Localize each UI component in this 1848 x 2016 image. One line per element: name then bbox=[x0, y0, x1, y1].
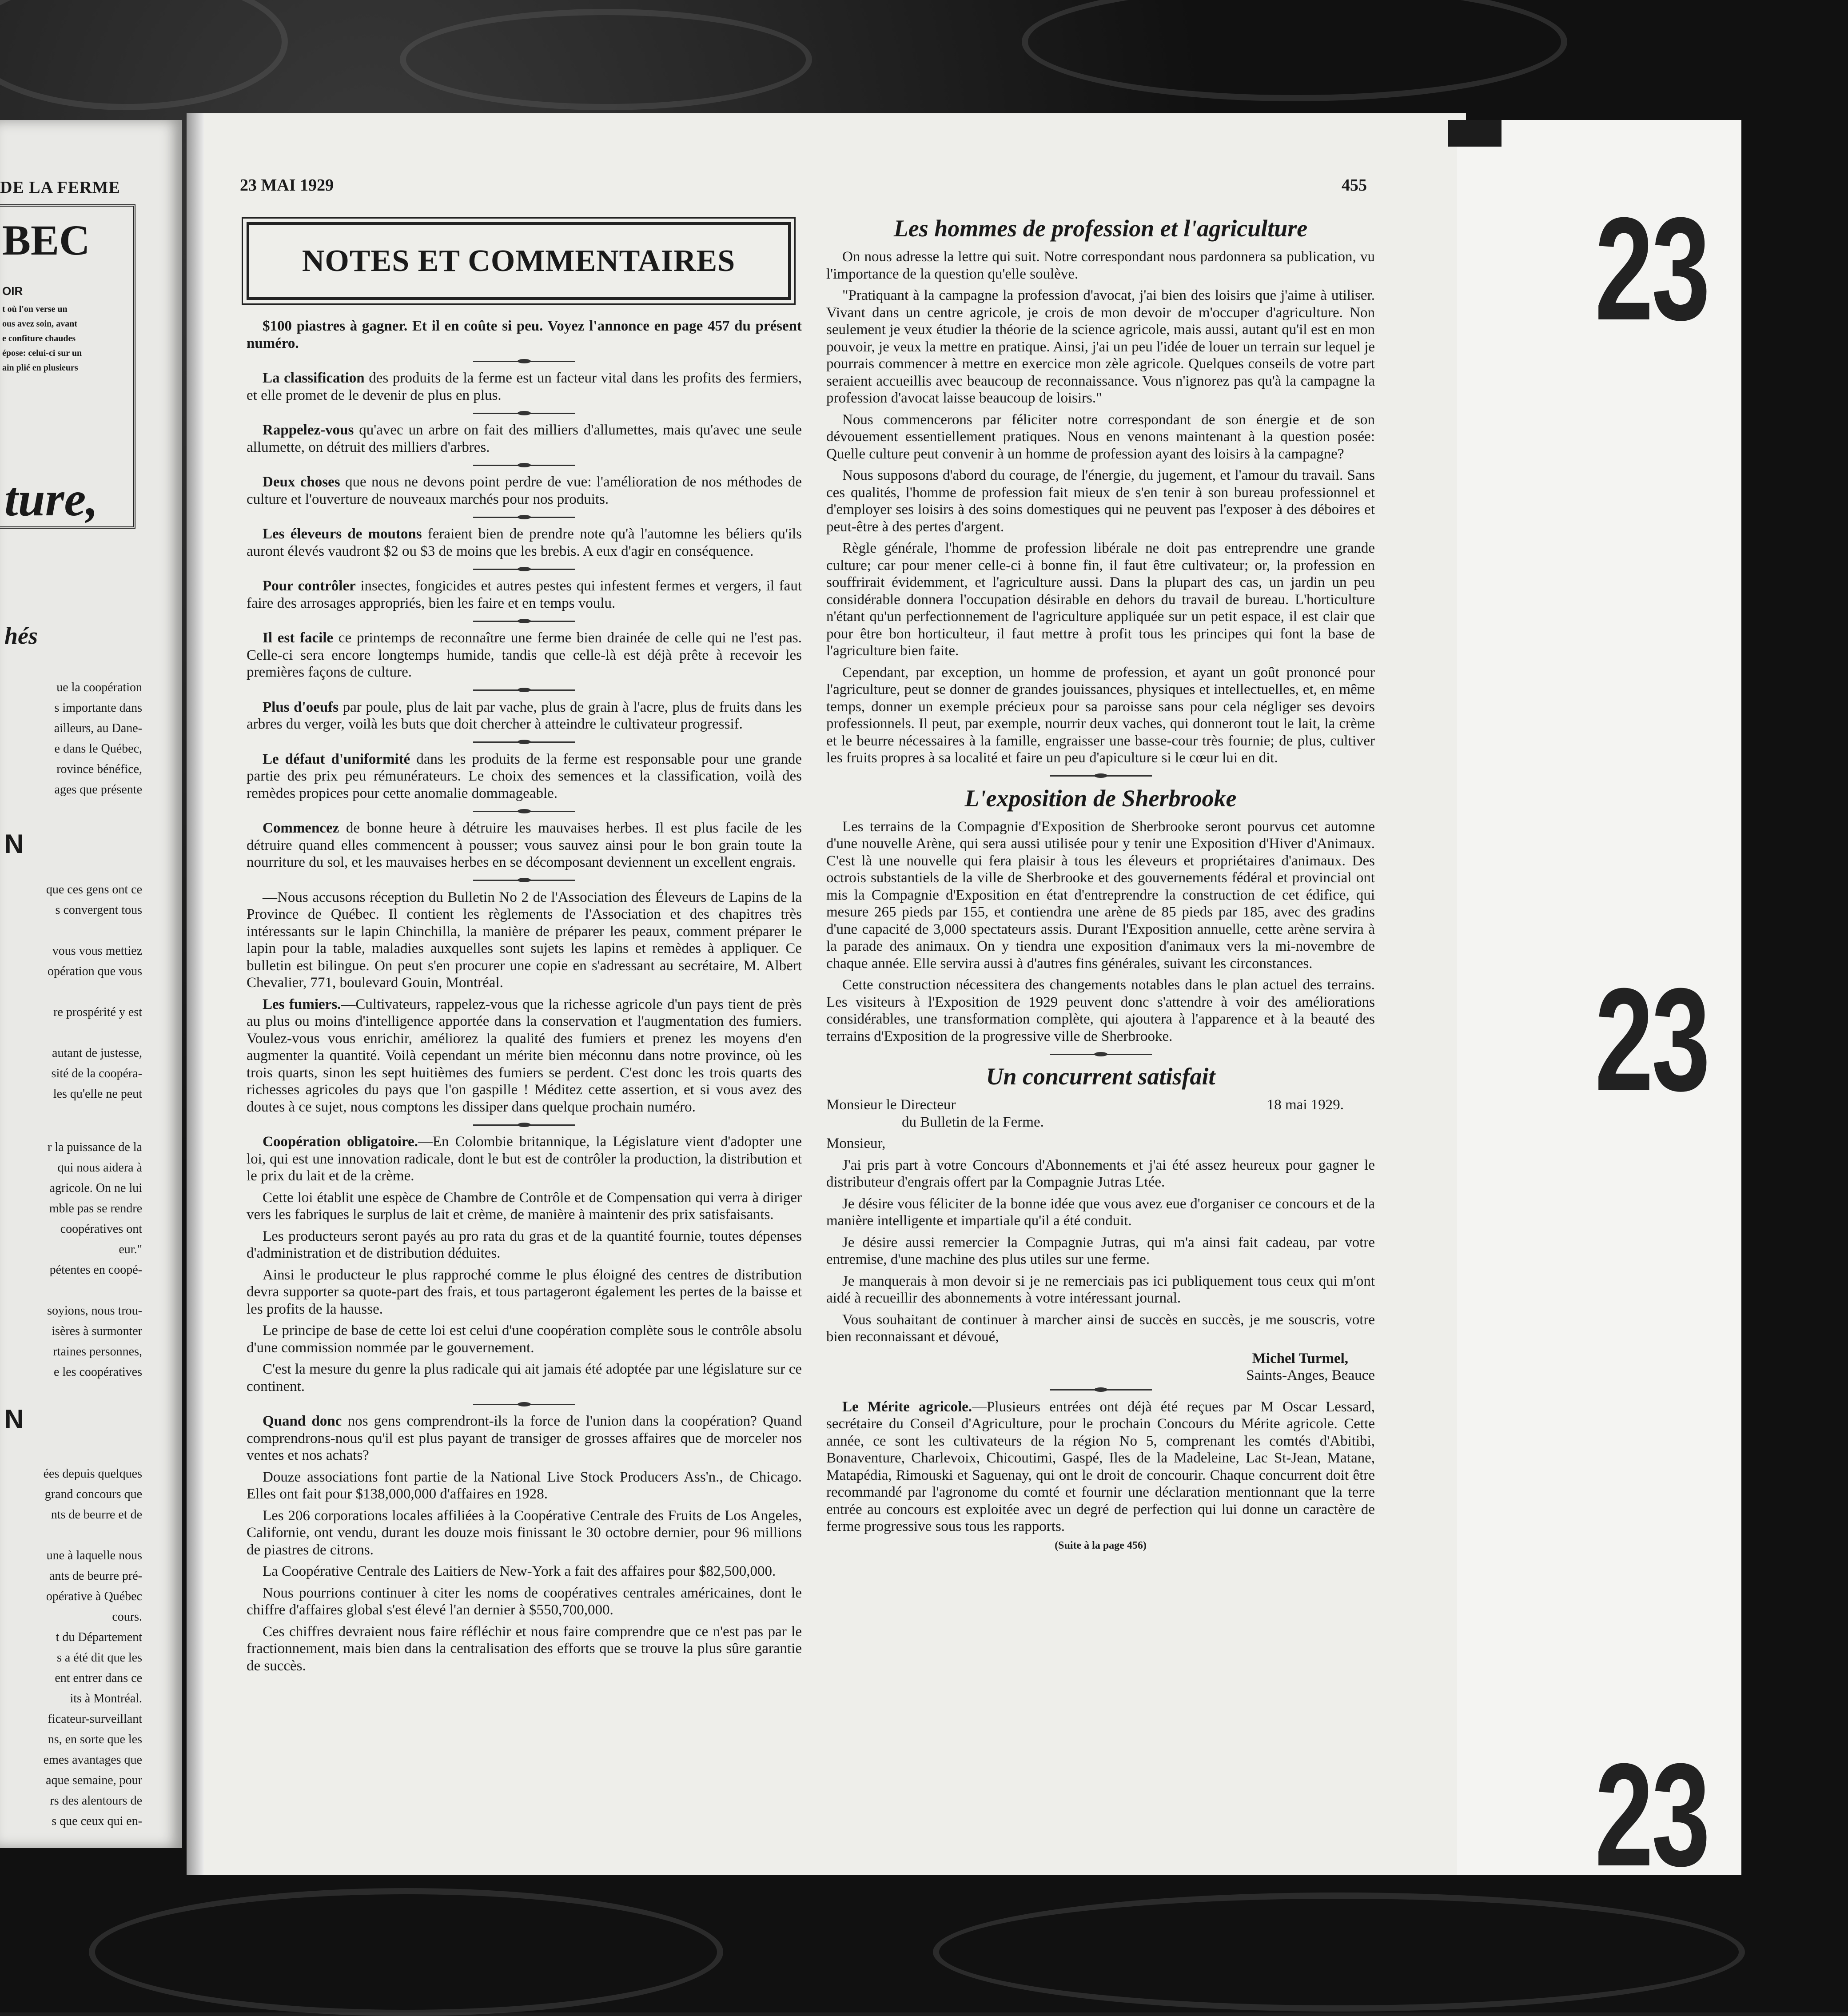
coop-paragraph bbox=[247, 1361, 802, 1395]
frame-number-stamp: 23 bbox=[1595, 187, 1709, 351]
background-pattern bbox=[89, 1888, 723, 2016]
left-column-line bbox=[0, 1280, 142, 1301]
profession-paragraph: Règle générale, l'homme de profession libérale ne doit pas entreprendre une grande culture; car pour mener celle-ci à bonne fin, il faut être cultivateur; or, la profession en souffrirait évidemment, et l'agriculture aussi. Dans la plupart des cas, un jardin un peu considérable donnera l'occupation désirable en dehors du travail de bureau. L'horticulture n'étant qu'un perfectionnement de l'agriculture appliquée sur un petit espace, il est clair que pour être bon horticulteur, il faut mettre à profit tous les principes qui font la base de l'agriculture bien faite. bbox=[826, 540, 1375, 659]
separator bbox=[247, 737, 802, 747]
letter-salutation: Monsieur, bbox=[826, 1135, 886, 1151]
left-column-line: rs des alentours de bbox=[50, 1794, 142, 1808]
letter-date: 18 mai 1929. bbox=[1267, 1097, 1344, 1113]
coop-lead: Coopération obligatoire. bbox=[263, 1134, 418, 1150]
left-section-letter: N bbox=[4, 829, 24, 859]
left-page bbox=[0, 120, 182, 1848]
letter-recipient: Monsieur le Directeur bbox=[826, 1097, 956, 1113]
left-box-line: épose: celui-ci sur un bbox=[2, 348, 82, 358]
quand-text: Les 206 corporations locales affiliées à la Coopérative Centrale des Fruits de Los Angeles, Californie, ont vendu, durant les douze mois finissant le 30 octobre dernier, pour 96 millions de piastres de citrons. bbox=[247, 1507, 802, 1558]
coop-text: —En Colombie britannique, la Législature vient d'adopter une loi, qui est une innovation radicale, dont le but est de contrôler la production, la distribution et le prix du lait et de la crème. bbox=[247, 1134, 802, 1184]
note-lead: Commencez bbox=[263, 820, 339, 836]
left-column-line: eur." bbox=[119, 1243, 142, 1256]
note-item bbox=[247, 699, 802, 733]
left-column-block bbox=[0, 1464, 142, 1832]
note-text: que nous ne devons point perdre de vue: l'amélioration de nos méthodes de culture et l'ouverture de nouveaux marchés pour nos produits. bbox=[247, 474, 802, 507]
note-text: feraient bien de prendre note qu'à l'automne les béliers qu'ils auront élevés vaudront $2 ou $3 de moins que les brebis. A eux d'agir en conséquence. bbox=[247, 526, 802, 559]
notes-items bbox=[247, 318, 802, 885]
profession-title: Les hommes de profession et l'agriculture bbox=[893, 215, 1308, 242]
left-column-line: aque semaine, pour bbox=[46, 1773, 142, 1787]
separator bbox=[826, 1385, 1375, 1395]
coop-paragraph bbox=[247, 1322, 802, 1356]
quand-paragraph bbox=[247, 1507, 802, 1559]
note-item bbox=[247, 526, 802, 560]
signature-name: Michel Turmel, bbox=[1252, 1350, 1348, 1367]
note-lead: Pour contrôler bbox=[263, 578, 356, 594]
separator bbox=[247, 512, 802, 522]
left-column-line: re prospérité y est bbox=[53, 1005, 142, 1019]
separator bbox=[826, 771, 1375, 781]
letter-signature bbox=[826, 1350, 1348, 1367]
merite-text: —Plusieurs entrées ont déjà été reçues par M Oscar Lessard, secrétaire du Conseil d'Agriculture, pour le prochain Concours du Mérite agricole. Cette année, ce sont les cultivateurs de la région No 5, comprenant les comtés d'Abitibi, Bonaventure, Charlevoix, Chicoutimi, Gaspé, Iles de la Madeleine, Lac St-Jean, Matane, Matapédia, Rimouski et Saguenay, qui ont le droit de concourir. Chaque concurrent doit être recommandé par l'agronome du comté et fournir une déclaration mentionnant que la terre entrée au concours est exploitée avec un degré de perfection qui lui donne un caractère de ferme progressive sous tous les rapports. bbox=[826, 1398, 1375, 1534]
sherbrooke-paragraph: Cette construction nécessitera des changements notables dans le plan actuel des terrains. Les visiteurs à l'Exposition de 1929 peuvent donc s'attendre à voir des améliorations considérables, une transformation complète, qui ajoutera à l'apparence et à la beauté des terrains d'Exposition de la progressive ville de Sherbrooke. bbox=[826, 977, 1375, 1044]
left-column-line: ées depuis quelques bbox=[43, 1467, 142, 1481]
separator bbox=[247, 564, 802, 574]
separator bbox=[247, 806, 802, 816]
left-column-line: coopératives ont bbox=[60, 1222, 142, 1236]
left-column-line: ailleurs, au Dane- bbox=[54, 721, 142, 735]
note-text: par poule, plus de lait par vache, plus de grain à l'acre, plus de fruits dans les arbres du verger, voilà les buts que doit chercher à atteindre le cultivateur progressif. bbox=[247, 699, 802, 732]
page-number: 455 bbox=[1342, 176, 1367, 195]
merite-lead: Le Mérite agricole. bbox=[842, 1398, 972, 1415]
left-page-header: DE LA FERME bbox=[0, 178, 120, 197]
left-column-line: grand concours que bbox=[44, 1487, 142, 1501]
separator bbox=[247, 408, 802, 418]
quand-paragraph bbox=[247, 1469, 802, 1503]
left-box-title: BEC bbox=[2, 216, 90, 264]
note-item bbox=[247, 318, 802, 352]
note-lead: Rappelez-vous bbox=[263, 422, 354, 438]
left-column-line: s que ceux qui en- bbox=[52, 1814, 142, 1828]
left-column-line bbox=[0, 982, 142, 1002]
separator bbox=[826, 1049, 1375, 1059]
note-item bbox=[247, 751, 802, 802]
left-subhead: hés bbox=[4, 622, 38, 649]
coop-text: Le principe de base de cette loi est celui d'une coopération complète sous le contrôle absolu d'une commission nommée par le gouvernement. bbox=[247, 1323, 802, 1356]
left-column-line: ns, en sorte que les bbox=[48, 1733, 142, 1746]
quand-section bbox=[247, 1399, 802, 1674]
left-column-line: nts de beurre et de bbox=[51, 1508, 142, 1522]
left-headline: ture, bbox=[4, 472, 98, 526]
letter-dateline bbox=[826, 1096, 1375, 1114]
left-column-line: ages que présente bbox=[54, 783, 142, 797]
profession-article bbox=[826, 248, 1375, 767]
letter-paragraph: Je désire vous féliciter de la bonne idée que vous avez eue d'organiser ce concours et de la manière intelligente et impartiale qu'il a été conduit. bbox=[826, 1195, 1375, 1229]
note-item bbox=[247, 578, 802, 612]
left-box-line: ain plié en plusieurs bbox=[2, 363, 78, 373]
separator bbox=[247, 1120, 802, 1130]
left-column-line: ent entrer dans ce bbox=[55, 1671, 142, 1685]
left-column-line: ue la coopération bbox=[56, 681, 142, 694]
separator bbox=[247, 616, 802, 626]
coop-text: Ainsi le producteur le plus rapproché comme le plus éloigné des centres de distribution devra supporter sa quote-part des frais, et tous partageront également les pertes de la baisse et les profits de la hausse. bbox=[247, 1267, 802, 1317]
coop-paragraph bbox=[247, 1133, 802, 1185]
continued-note: (Suite à la page 456) bbox=[1055, 1539, 1147, 1551]
left-column-line: rtaines personnes, bbox=[53, 1345, 142, 1359]
left-column-line: soyions, nous trou- bbox=[47, 1304, 142, 1318]
profession-paragraph: Nous supposons d'abord du courage, de l'énergie, du jugement, et l'amour du travail. Sans ces qualités, l'homme de profession fait mieux de s'en tenir à son bureau professionnel et d'employer ses loisirs à des soins domestiques qui ne peuvent pas l'exposer à des déboires et peut-être à des pertes d'argent. bbox=[826, 467, 1375, 535]
page-fold bbox=[187, 113, 204, 1875]
left-column-line: sité de la coopéra- bbox=[51, 1067, 142, 1080]
separator bbox=[247, 1399, 802, 1409]
notes-column bbox=[247, 222, 802, 1679]
profession-paragraph: Nous commencerons par féliciter notre correspondant de son énergie et de son dévouement essentiellement pratiques. Nous en venons maintenant à la question posée: Quelle culture peut convenir à un homme de profession ayant des loisirs à la campagne? bbox=[826, 411, 1375, 462]
left-column-line: qui nous aidera à bbox=[57, 1161, 142, 1175]
sherbrooke-paragraph: Les terrains de la Compagnie d'Exposition de Sherbrooke seront pourvus cet automne d'une nouvelle Arène, qui sera aussi utilisée pour y tenir une Exposition d'Hiver d'Animaux. C'est là une nouvelle qui fera plaisir à tous les éleveurs et propriétaires d'animaux. Des octrois substantiels de la ville de Sherbrooke et des gouvernements fédéral et provincial ont mis la Compagnie d'Exposition en état d'entreprendre la construction de cet édifice, qui mesure 265 pieds par 155, et contiendra une arène de 85 pieds par 185, avec des gradins d'une capacité de 3,000 spectateurs assis. Durant l'Exposition annuelle, cette arène servira à la parade des animaux. On y tiendra une exposition d'animaux vers la mi-novembre de chaque année. Elle servira aussi à d'autres fins générales, suivant les circonstances. bbox=[826, 818, 1375, 972]
left-box-subtitle: OIR bbox=[2, 284, 23, 298]
page-date: 23 MAI 1929 bbox=[240, 176, 334, 195]
left-column-block bbox=[0, 1137, 142, 1383]
profession-paragraph: Cependant, par exception, un homme de profession, et ayant un goût prononcé pour l'agriculture, peut se donner de grandes jouissances, physiques et intellectuelles, et, en même temps, donner un exemple précieux pour sa paroisse sans pour cela négliger ses devoirs professionnels. Il peut, par exemple, nourrir deux vaches, qui donneront tout le lait, la crème et le beurre nécessaires à la famille, engraisser une basse-cour très fournie; de plus, cultiver les fruits propres à sa localité et faire un peu d'apiculture si le cœur lui en dit. bbox=[826, 664, 1375, 766]
profession-paragraph: "Pratiquant à la campagne la profession d'avocat, j'ai bien des loisirs que j'aime à utiliser. Vivant dans un centre agricole, je crois de mon devoir de m'occuper d'agriculture. Non seulement je veux étudier la théorie de la science agricole, mais aussi, autant qu'il est en mon pouvoir, je veux la mettre en pratique. Ainsi, j'ai un peu l'idée de louer un terrain sur lequel je pourrais commencer à mettre en exercice mon zèle agricole. Quelques conseils de votre part seraient accueillis avec beaucoup de reconnaissance. Vous n'ignorez pas qu'à la campagne la profession d'avocat laisse beaucoup de loisirs." bbox=[826, 287, 1375, 406]
fumiers-lead: Les fumiers. bbox=[263, 996, 341, 1012]
left-column-line: emes avantages que bbox=[43, 1753, 142, 1767]
left-column-line: ants de beurre pré- bbox=[49, 1569, 142, 1583]
note-item bbox=[247, 474, 802, 508]
left-column-line: rovince bénéfice, bbox=[56, 762, 142, 776]
coop-section bbox=[247, 1120, 802, 1395]
coop-paragraph bbox=[247, 1267, 802, 1318]
quand-paragraph bbox=[247, 1413, 802, 1464]
fumiers-text: —Cultivateurs, rappelez-vous que la richesse agricole d'un pays tient de près au plus ou moins d'intelligence apportée dans la conservation et l'augmentation des fumiers. Voulez-vous vous enrichir, améliorez la qualité des fumiers et prenez les moyens d'en augmenter la quantité. Voilà cependant un mérite bien méconnu dans notre province, où les trois quarts, sinon les sept huitièmes des fumiers se perdent. C'est donc les trois quarts des richesses agricoles du pays que l'on gaspille ! Méditez cette assertion, et si vous avez des doutes à ce sujet, nous comptons les dissiper dans quelque prochain numéro. bbox=[247, 996, 802, 1115]
quand-text: Nous pourrions continuer à citer les noms de coopératives centrales américaines, dont le chiffre d'affaires global s'est élevé l'an dernier à $550,700,000. bbox=[247, 1585, 802, 1618]
left-column-line: vous vous mettiez bbox=[52, 944, 142, 958]
left-column-line: que ces gens ont ce bbox=[46, 883, 142, 896]
frame-number-stamp: 23 bbox=[1595, 957, 1709, 1121]
left-column-line: autant de justesse, bbox=[52, 1046, 142, 1060]
left-column-line: e dans le Québec, bbox=[54, 742, 142, 756]
left-column-line: ficateur-surveillant bbox=[48, 1712, 142, 1726]
quand-paragraph bbox=[247, 1623, 802, 1675]
left-box-line: t où l'on verse un bbox=[2, 304, 68, 314]
left-column-line: isères à surmonter bbox=[52, 1324, 142, 1338]
left-box-line: ous avez soin, avant bbox=[2, 319, 77, 329]
quand-lead: Quand donc bbox=[263, 1413, 342, 1429]
left-column-line: r la puissance de la bbox=[47, 1140, 142, 1154]
coop-paragraph bbox=[247, 1189, 802, 1223]
slip-notch bbox=[1448, 120, 1502, 147]
note-lead: Le défaut d'uniformité bbox=[263, 751, 410, 767]
fumiers-paragraph bbox=[247, 996, 802, 1116]
note-item bbox=[247, 820, 802, 871]
left-column-line: s importante dans bbox=[54, 701, 142, 715]
left-column-line: e les coopératives bbox=[53, 1365, 142, 1379]
note-lead: Les éleveurs de moutons bbox=[263, 526, 422, 542]
coop-paragraph bbox=[247, 1228, 802, 1262]
left-column-line bbox=[0, 920, 142, 941]
left-column-line: opération que vous bbox=[47, 964, 142, 978]
concurrent-letter bbox=[826, 1096, 1375, 1384]
note-text: qu'avec un arbre on fait des milliers d'allumettes, mais qu'avec une seule allumette, on détruit des milliers d'arbres. bbox=[247, 422, 802, 455]
left-column-block bbox=[0, 677, 142, 800]
left-column-line: t du Département bbox=[56, 1630, 142, 1644]
letter-paragraph: Je manquerais à mon devoir si je ne remerciais pas ici publiquement tous ceux qui m'ont aidé à recueillir des abonnements à votre intéressant journal. bbox=[826, 1273, 1375, 1306]
note-lead: Deux choses bbox=[263, 474, 340, 490]
separator bbox=[247, 685, 802, 695]
note-lead: Plus d'oeufs bbox=[263, 699, 339, 715]
separator bbox=[247, 356, 802, 366]
left-column-line: mble pas se rendre bbox=[49, 1202, 142, 1215]
left-column-line: its à Montréal. bbox=[70, 1692, 142, 1705]
note-text: des produits de la ferme est un facteur vital dans les profits des fermiers, et elle promet de le devenir de plus en plus. bbox=[247, 370, 802, 403]
left-box-text bbox=[2, 302, 131, 375]
sherbrooke-title: L'exposition de Sherbrooke bbox=[964, 785, 1237, 812]
note-item bbox=[247, 422, 802, 456]
letter-paragraph: Je désire aussi remercier la Compagnie Jutras, qui m'a ainsi fait cadeau, par votre entremise, d'une machine des plus utiles sur une ferme. bbox=[826, 1234, 1375, 1267]
coop-text: C'est la mesure du genre la plus radicale qui ait jamais été adoptée par une législature sur ce continent. bbox=[247, 1361, 802, 1394]
left-box-line: e confiture chaudes bbox=[2, 334, 76, 343]
note-text: ce printemps de reconnaître une ferme bien drainée de celle qui ne l'est pas. Celle-ci sera encore longtemps humide, tandis que celle-là est déjà prête à recevoir les premières façons de culture. bbox=[247, 630, 802, 680]
note-item bbox=[247, 370, 802, 404]
quand-text: La Coopérative Centrale des Laitiers de New-York a fait des affaires pour $82,500,000. bbox=[263, 1563, 776, 1579]
background-pattern bbox=[933, 1892, 1745, 2012]
left-column-line: pétentes en coopé- bbox=[49, 1263, 142, 1277]
left-column-line: cours. bbox=[112, 1610, 142, 1624]
letter-paragraph: J'ai pris part à votre Concours d'Abonnements et j'ai été assez heureux pour gagner le distributeur d'engrais offert par la Compagnie Jutras Ltée. bbox=[826, 1157, 1375, 1190]
quand-text: Ces chiffres devraient nous faire réfléchir et nous faire comprendre que ce n'est pas par le fractionnement, mais bien dans la centralisation des efforts que se trouve la plus sûre garantie de succès. bbox=[247, 1623, 802, 1674]
background-pattern bbox=[400, 9, 812, 110]
coop-text: Les producteurs seront payés au pro rata du gras et de la quantité fournie, toutes dépenses d'administration et de distribution déduites. bbox=[247, 1228, 802, 1261]
coop-text: Cette loi établit une espèce de Chambre de Contrôle et de Compensation qui verra à diriger vers les fabriques le surplus de lait et crème, de manière à maintenir des prix satisfaisants. bbox=[247, 1189, 802, 1223]
left-column-line: agricole. On ne lui bbox=[49, 1181, 142, 1195]
notes-title: NOTES ET COMMENTAIRES bbox=[302, 243, 736, 278]
right-column bbox=[826, 211, 1375, 1552]
letter-paragraph: Vous souhaitant de continuer à marcher ainsi de succès en succès, je me souscris, votre bien reconnaissant et dévoué, bbox=[826, 1311, 1375, 1345]
frame-number-stamp: 23 bbox=[1595, 1733, 1709, 1896]
note-text: dans les produits de la ferme est responsable pour une grande partie des prix peu rémunérateurs. Le choix des semences et la classification, voilà des remèdes propices pour cette anomalie dommageable. bbox=[247, 751, 802, 801]
quand-paragraph bbox=[247, 1585, 802, 1619]
separator bbox=[247, 876, 802, 885]
quand-text: Douze associations font partie de la National Live Stock Producers Ass'n., de Chicago. Elles ont fait pour $138,000,000 d'affaires en 1928. bbox=[247, 1469, 802, 1502]
sherbrooke-article bbox=[826, 818, 1375, 1045]
left-column-line: les qu'elle ne peut bbox=[53, 1087, 142, 1101]
note-item bbox=[247, 630, 802, 681]
quand-paragraph bbox=[247, 1563, 802, 1580]
letter-place: Saints-Anges, Beauce bbox=[1246, 1367, 1375, 1383]
left-column-line: opérative à Québec bbox=[46, 1590, 142, 1603]
left-column-line: une à laquelle nous bbox=[46, 1549, 142, 1562]
left-column-line: s convergent tous bbox=[55, 903, 142, 917]
note-lead: La classification bbox=[263, 370, 365, 386]
left-column-line: s a été dit que les bbox=[56, 1651, 142, 1665]
note-lead: $100 piastres à gagner. Et il en coûte si peu. Voyez l'annonce en page 457 du présent numéro. bbox=[247, 318, 802, 351]
left-column-block bbox=[0, 880, 142, 1104]
letter-recipient-2: du Bulletin de la Ferme. bbox=[902, 1114, 1044, 1130]
separator bbox=[247, 460, 802, 470]
bulletin-paragraph: —Nous accusons réception du Bulletin No 2 de l'Association des Éleveurs de Lapins de la Province de Québec. Il contient les règlements de l'Association et des chapitres très intéressants sur le lapin Chinchilla, la manière de préparer les peaux, comment préparer le lapin pour la table, maladies auxquelles sont sujets les lapins et remèdes à appliquer. Ce bulletin est bilingue. On peut s'en procurer une copie en s'adressant au secrétaire, M. Albert Chevalier, 771, boulevard Gouin, Montréal. bbox=[247, 889, 802, 991]
note-text: insectes, fongicides et autres pestes qui infestent fermes et vergers, il faut faire des arrosages appropriés, bien les faire et en temps voulu. bbox=[247, 578, 802, 611]
profession-paragraph: On nous adresse la lettre qui suit. Notre correspondant nous pardonnera sa publication, vu l'importance de la question qu'elle soulève. bbox=[826, 249, 1375, 282]
note-lead: Il est facile bbox=[263, 630, 334, 646]
left-column-line bbox=[0, 1023, 142, 1043]
left-section-letter: N bbox=[4, 1404, 24, 1434]
concurrent-title: Un concurrent satisfait bbox=[986, 1063, 1215, 1090]
note-text: de bonne heure à détruire les mauvaises herbes. Il est plus facile de les détruire quand elles commencent à pousser; vous sauvez ainsi pour le bon grain toute la nourriture du sol, et les mauvaises herbes en se décomposant deviennent un excellent engrais. bbox=[247, 820, 802, 870]
merite-paragraph bbox=[826, 1398, 1375, 1535]
letter-body bbox=[826, 1157, 1375, 1346]
left-column-line bbox=[0, 1525, 142, 1546]
notes-title-box bbox=[247, 222, 791, 300]
quand-text: nos gens comprendront-ils la force de l'union dans la coopération? Quand comprendrons-nous qu'il est plus payant de transiger de grosses affaires que de morceler nos ventes et nos achats? bbox=[247, 1413, 802, 1463]
